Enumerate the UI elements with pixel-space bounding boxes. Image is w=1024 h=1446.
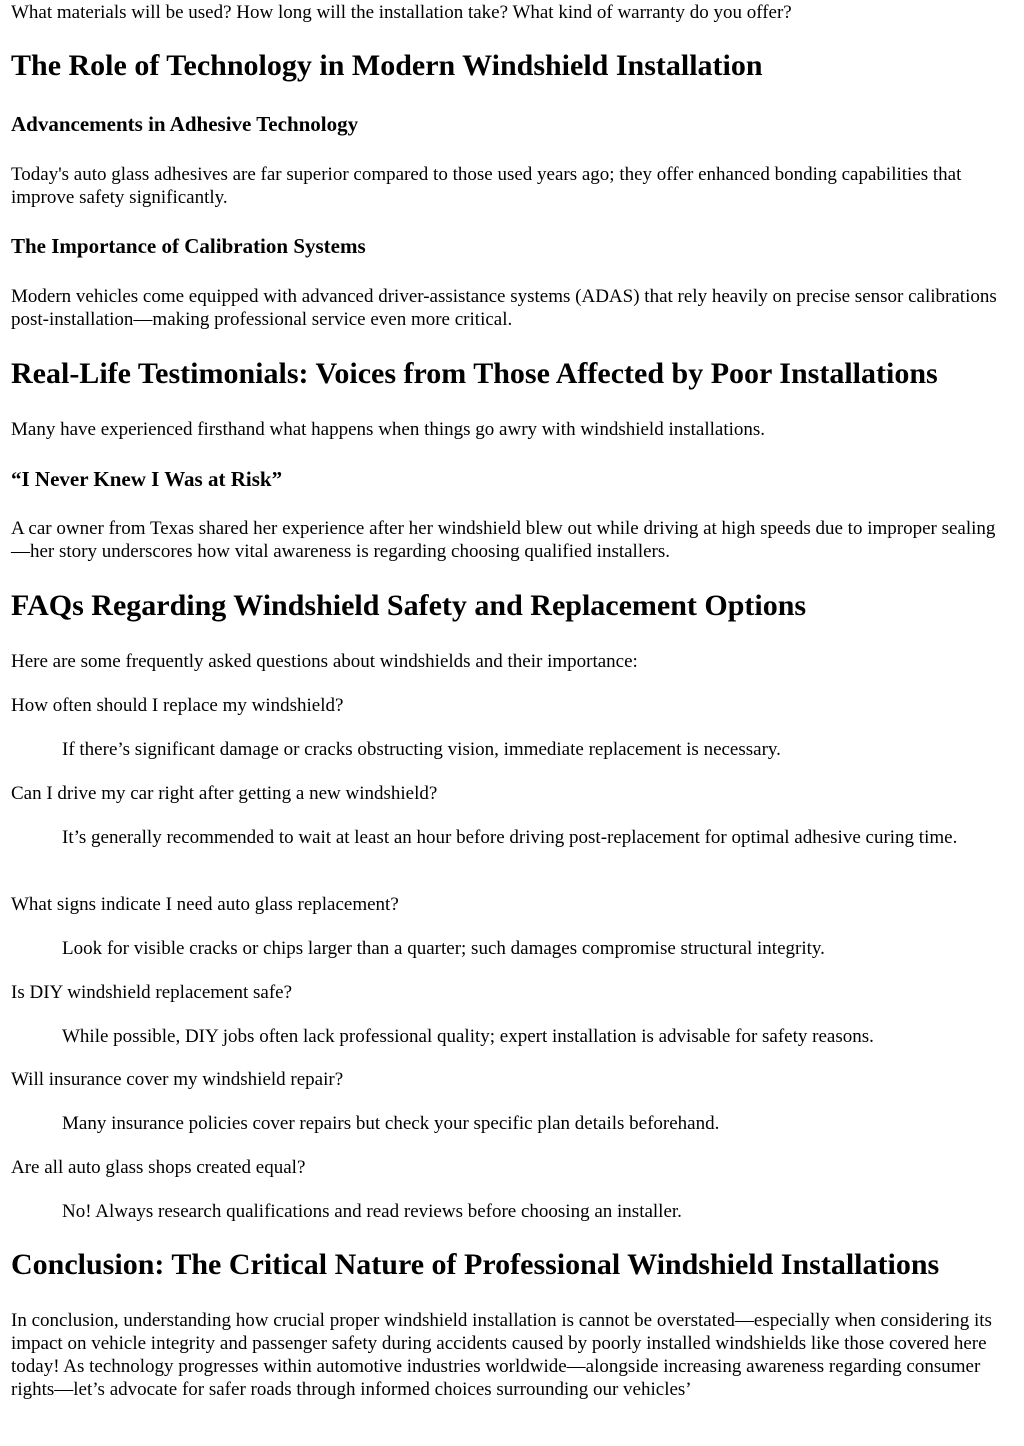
- paragraph-testimonial-story: A car owner from Texas shared her experience after her windshield blew out while driving at high speeds due to improper sealing—her story underscores how vital awareness is regarding choosing qualified installers.: [11, 518, 996, 562]
- faq-question: Can I drive my car right after getting a new windshield?: [11, 783, 438, 804]
- heading-adhesive: Advancements in Adhesive Technology: [11, 112, 359, 136]
- faq-answer: Many insurance policies cover repairs but check your specific plan details beforehand.: [62, 1113, 720, 1134]
- paragraph-testimonials-intro: Many have experienced firsthand what happens when things go awry with windshield installations.: [11, 419, 766, 440]
- faq-answer: It’s generally recommended to wait at least an hour before driving post-replacement for optimal adhesive curing time.: [62, 827, 958, 848]
- faq-answer: No! Always research qualifications and read reviews before choosing an installer.: [62, 1201, 682, 1222]
- heading-calibration: The Importance of Calibration Systems: [11, 234, 366, 258]
- heading-testimonial-quote: “I Never Knew I Was at Risk”: [11, 467, 283, 491]
- paragraph-calibration: Modern vehicles come equipped with advanced driver-assistance systems (ADAS) that rely heavily on precise sensor calibrations post-installation—making professional service even more critical.: [11, 286, 997, 330]
- faq-answer: Look for visible cracks or chips larger than a quarter; such damages compromise structural integrity.: [62, 938, 825, 959]
- paragraph-faqs-intro: Here are some frequently asked questions about windshields and their importance:: [11, 651, 638, 672]
- faq-question: How often should I replace my windshield?: [11, 695, 344, 716]
- faq-answer: If there’s significant damage or cracks obstructing vision, immediate replacement is necessary.: [62, 739, 781, 760]
- heading-testimonials: Real-Life Testimonials: Voices from Those Affected by Poor Installations: [11, 357, 938, 390]
- faq-question: Is DIY windshield replacement safe?: [11, 982, 293, 1003]
- paragraph-adhesive: Today's auto glass adhesives are far superior compared to those used years ago; they offer enhanced bonding capabilities that improve safety significantly.: [11, 164, 962, 208]
- faq-answer: While possible, DIY jobs often lack professional quality; expert installation is advisable for safety reasons.: [62, 1026, 874, 1047]
- heading-conclusion: Conclusion: The Critical Nature of Professional Windshield Installations: [11, 1248, 940, 1281]
- faq-question: What signs indicate I need auto glass replacement?: [11, 894, 399, 915]
- intro-questions: What materials will be used? How long will the installation take? What kind of warranty do you offer?: [11, 2, 792, 23]
- heading-technology: The Role of Technology in Modern Windshield Installation: [11, 49, 763, 82]
- paragraph-conclusion: In conclusion, understanding how crucial proper windshield installation is cannot be overstated—especially when considering its impact on vehicle integrity and passenger safety during accidents caused by poorly installed windshields like those covered here today! As technology progresses within automotive industries worldwide—alongside increasing awareness regarding consumer rights—let’s advocate for safer roads through informed choices surrounding our vehicles’: [11, 1310, 992, 1400]
- faq-question: Are all auto glass shops created equal?: [11, 1157, 306, 1178]
- faq-question: Will insurance cover my windshield repair?: [11, 1069, 344, 1090]
- heading-faqs: FAQs Regarding Windshield Safety and Replacement Options: [11, 589, 807, 622]
